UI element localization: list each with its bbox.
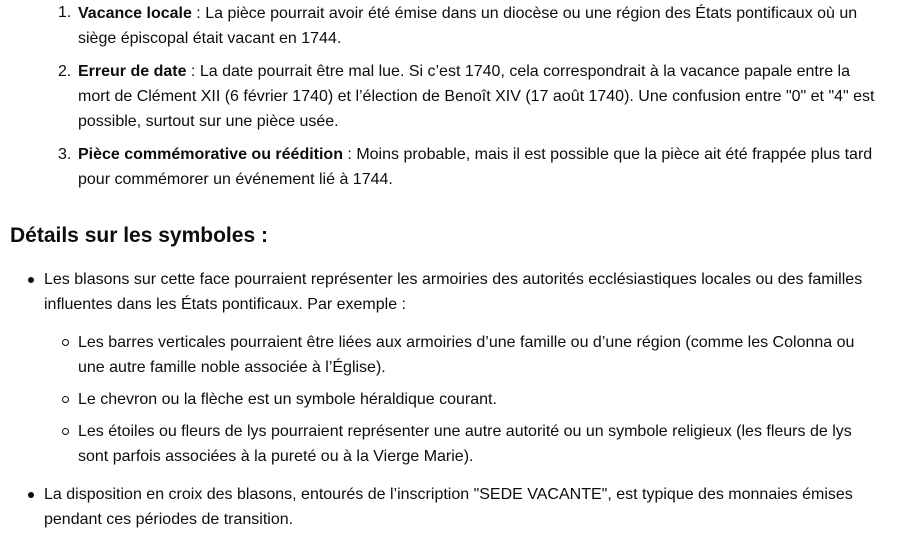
bullet-dot-icon [28,492,34,498]
list-item-term: Vacance locale [78,5,192,22]
list-number: 3. [58,146,72,163]
list-item [58,142,878,192]
list-item-term: Erreur de date [78,63,187,80]
list-item [58,59,878,134]
list-item [58,0,878,51]
list-item-text: : La date pourrait être mal lue. Si c’est 1740, cela correspondrait à la vacance papale entre la mort de Clément XII (6 février 1740) et l’élection de Benoît XIV (17 août 1740). Une confusion entre "0" et "4" est possible, surtout sur une pièce usée. [78,63,875,130]
list-item-term: Pièce commémorative ou réédition [78,146,343,163]
list-number: 1. [58,4,72,21]
causes-list [58,0,878,192]
sub-list-item-text: Les étoiles ou fleurs de lys pourraient représenter une autre autorité ou un symbole religieux (les fleurs de lys sont parfois associées à la pureté ou à la Vierge Marie). [78,423,852,465]
sub-list-item-text: Le chevron ou la flèche est un symbole héraldique courant. [78,391,497,408]
sub-list-item-text: Les barres verticales pourraient être liées aux armoiries d’une famille ou d’une région (comme les Colonna ou une autre famille noble associée à l’Église). [78,334,855,376]
list-item [24,267,884,469]
sub-list-item [58,387,858,412]
section-heading: Détails sur les symboles : [10,224,268,247]
list-number: 2. [58,63,72,80]
sub-list-item [58,330,858,380]
list-item-text: La disposition en croix des blasons, entourés de l’inscription "SEDE VACANTE", est typique des monnaies émises pendant ces périodes de transition. [44,486,853,528]
symbols-bullet-list [24,267,884,532]
sub-bullet-list [58,330,858,469]
list-item-text: : La pièce pourrait avoir été émise dans un diocèse ou une région des États pontificaux où un siège épiscopal était vacant en 1744. [78,5,858,47]
bullet-circle-icon [62,428,69,435]
bullet-circle-icon [62,396,69,403]
bullet-dot-icon [28,277,34,283]
list-item [24,482,884,532]
bullet-circle-icon [62,339,69,346]
list-item-text: : Moins probable, mais il est possible que la pièce ait été frappée plus tard pour commémorer un événement lié à 1744. [78,146,873,188]
list-item-text: Les blasons sur cette face pourraient représenter les armoiries des autorités ecclésiastiques locales ou des familles influentes dans les États pontificaux. Par exemple : [44,271,863,313]
sub-list-item [58,419,858,469]
